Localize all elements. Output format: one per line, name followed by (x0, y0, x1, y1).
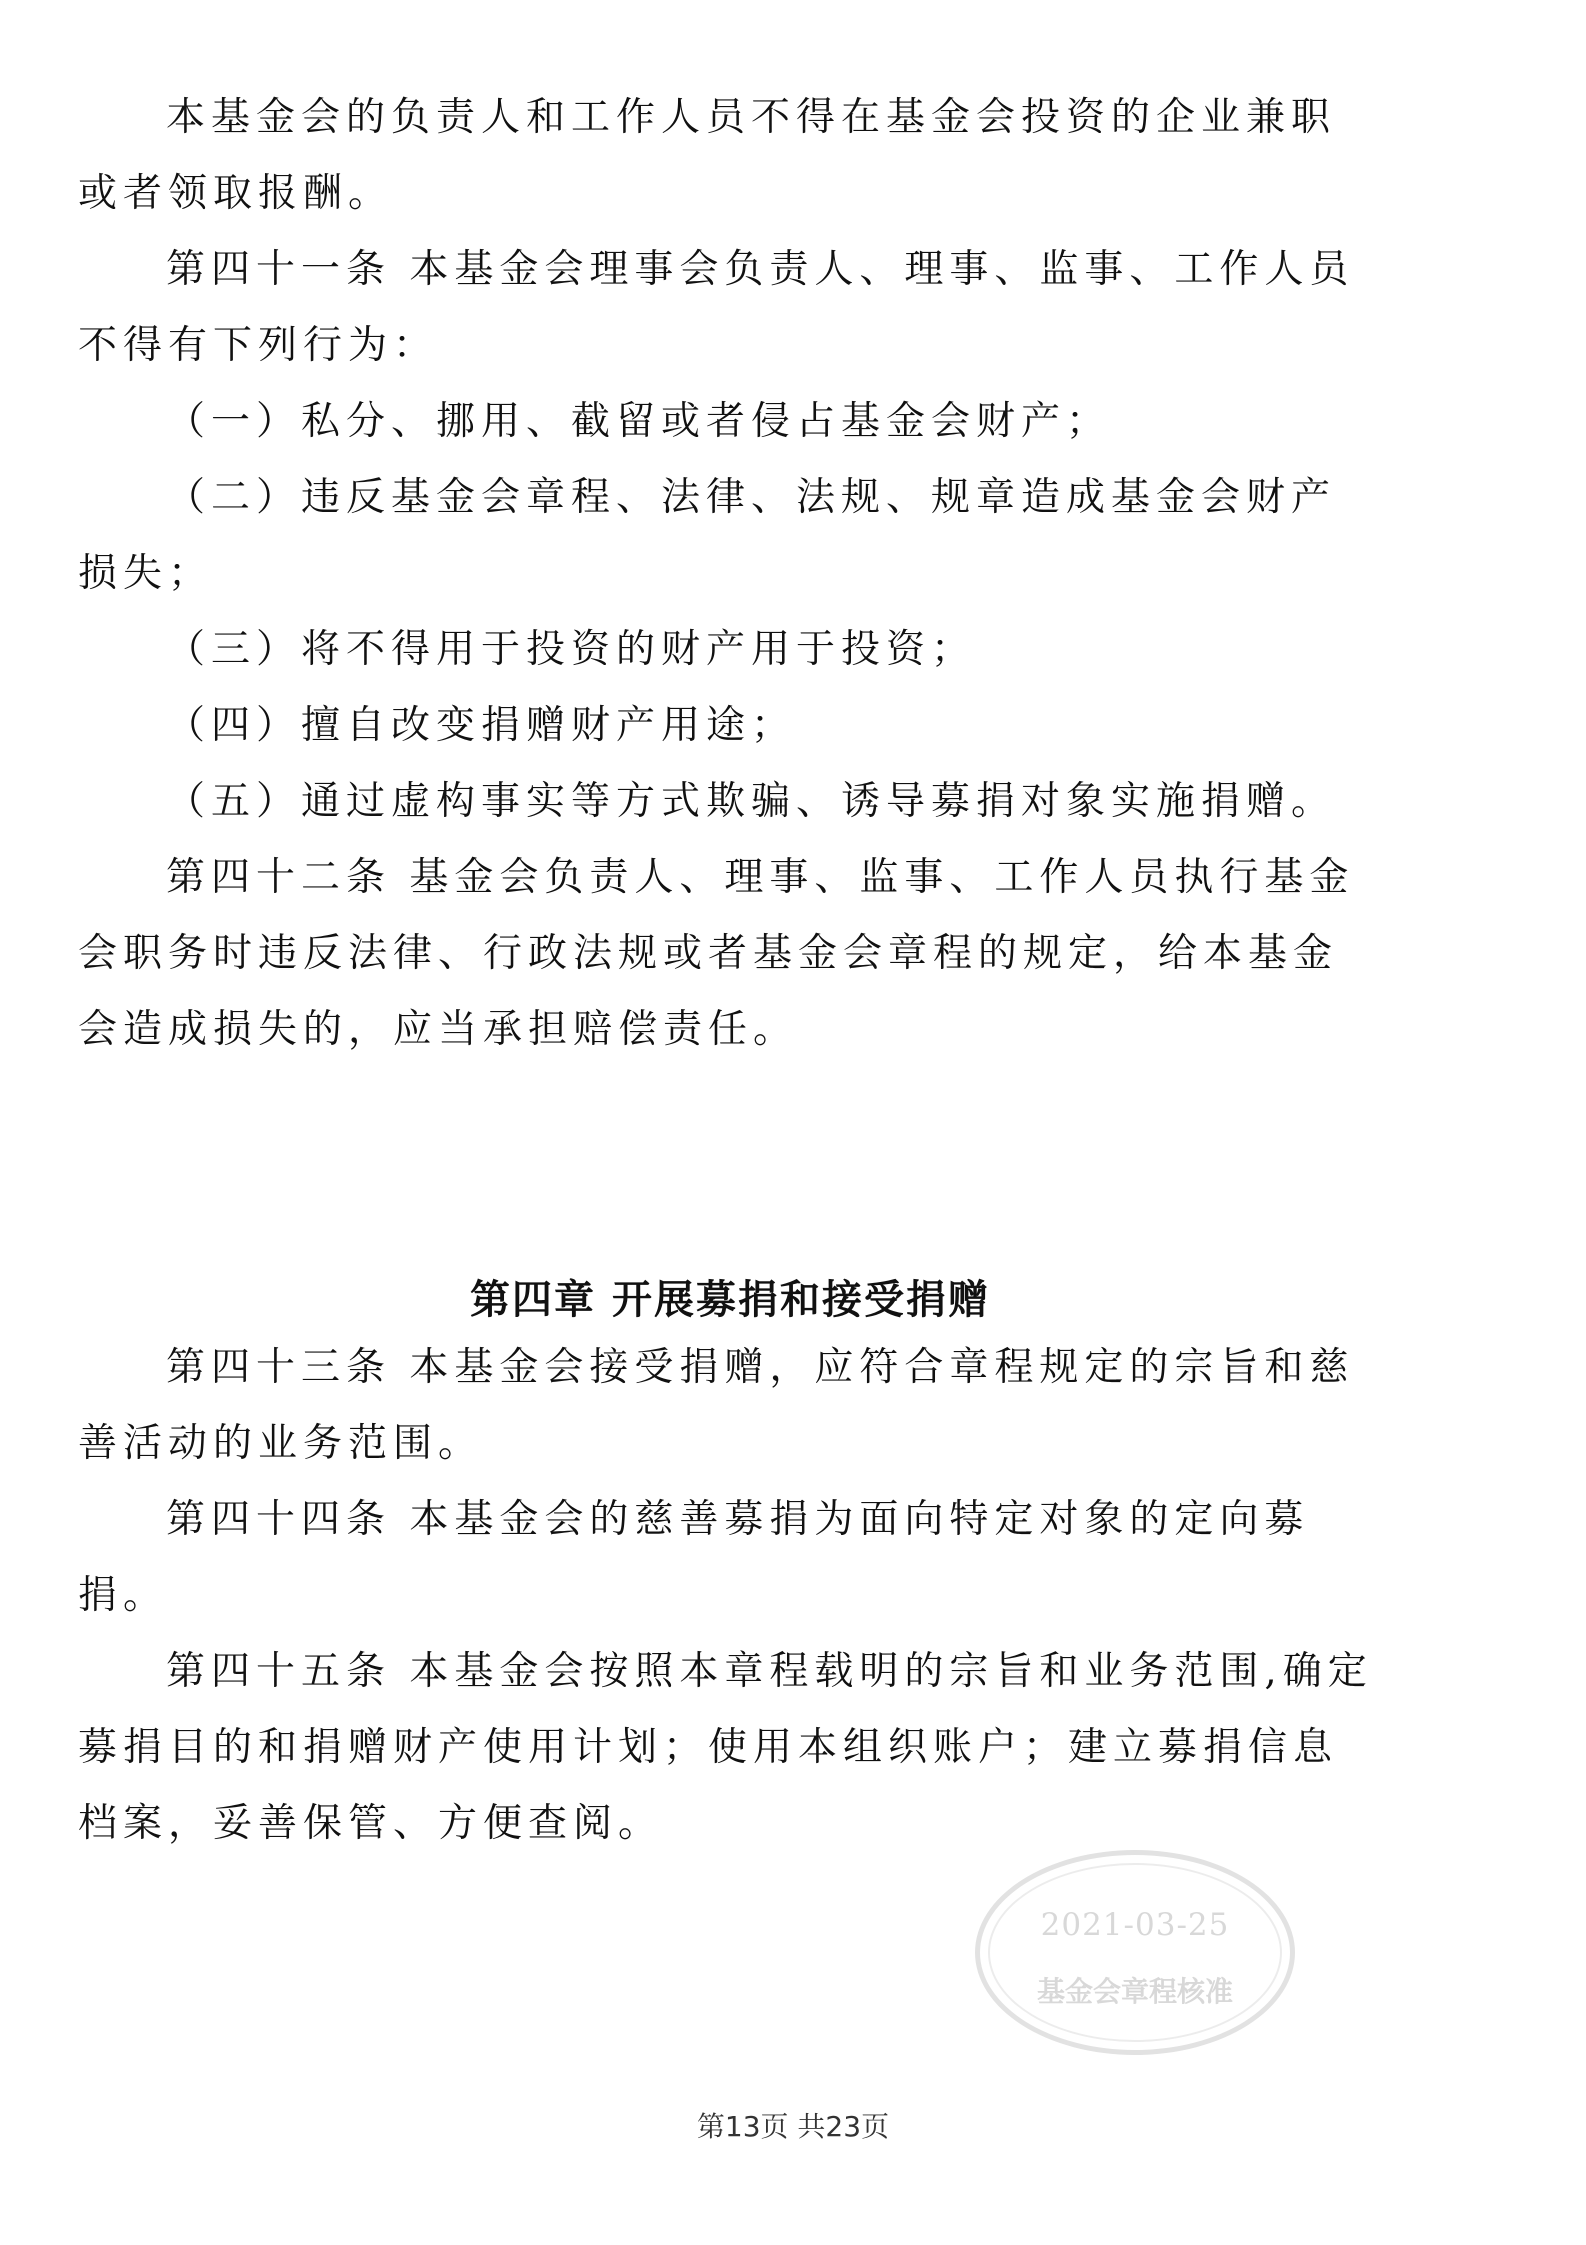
document-body (78, 80, 1378, 1068)
paragraph-article-42: 第四十二条 基金会负责人、理事、监事、工作人员执行基金会职务时违反法律、行政法规或者基金会章程的规定，给本基金会造成损失的，应当承担赔偿责任。 (78, 855, 1355, 1052)
list-item-5: （五）通过虚构事实等方式欺骗、诱导募捐对象实施捐赠。 (166, 779, 1337, 824)
stamp-text: 基金会章程核准 (1036, 1975, 1233, 2008)
approval-stamp (975, 1850, 1295, 2055)
page-number: 第13页 共23页 (696, 2110, 890, 2143)
chapter-title: 第四章 开展募捐和接受捐赠 (470, 1277, 990, 1323)
list-item-1: （一）私分、挪用、截留或者侵占基金会财产； (166, 399, 1112, 444)
paragraph-article-43: 第四十三条 本基金会接受捐赠，应符合章程规定的宗旨和慈善活动的业务范围。 (78, 1345, 1355, 1466)
stamp-date: 2021-03-25 (1040, 1907, 1230, 1943)
paragraph-article-44: 第四十四条 本基金会的慈善募捐为面向特定对象的定向募捐。 (78, 1497, 1310, 1618)
stamp-inner-ring (988, 1863, 1282, 2042)
list-item-2: （二）违反基金会章程、法律、法规、规章造成基金会财产损失； (78, 475, 1337, 596)
list-item-3: （三）将不得用于投资的财产用于投资； (166, 627, 977, 672)
paragraph-no-side-jobs: 本基金会的负责人和工作人员不得在基金会投资的企业兼职或者领取报酬。 (78, 95, 1337, 216)
list-item-4: （四）擅自改变捐赠财产用途； (166, 703, 797, 748)
paragraph-article-41: 第四十一条 本基金会理事会负责人、理事、监事、工作人员不得有下列行为： (78, 247, 1355, 368)
paragraph-article-45: 第四十五条 本基金会按照本章程载明的宗旨和业务范围,确定募捐目的和捐赠财产使用计划；使用本组织账户；建立募捐信息档案，妥善保管、方便查阅。 (78, 1649, 1373, 1846)
chapter-body (78, 1330, 1378, 1862)
